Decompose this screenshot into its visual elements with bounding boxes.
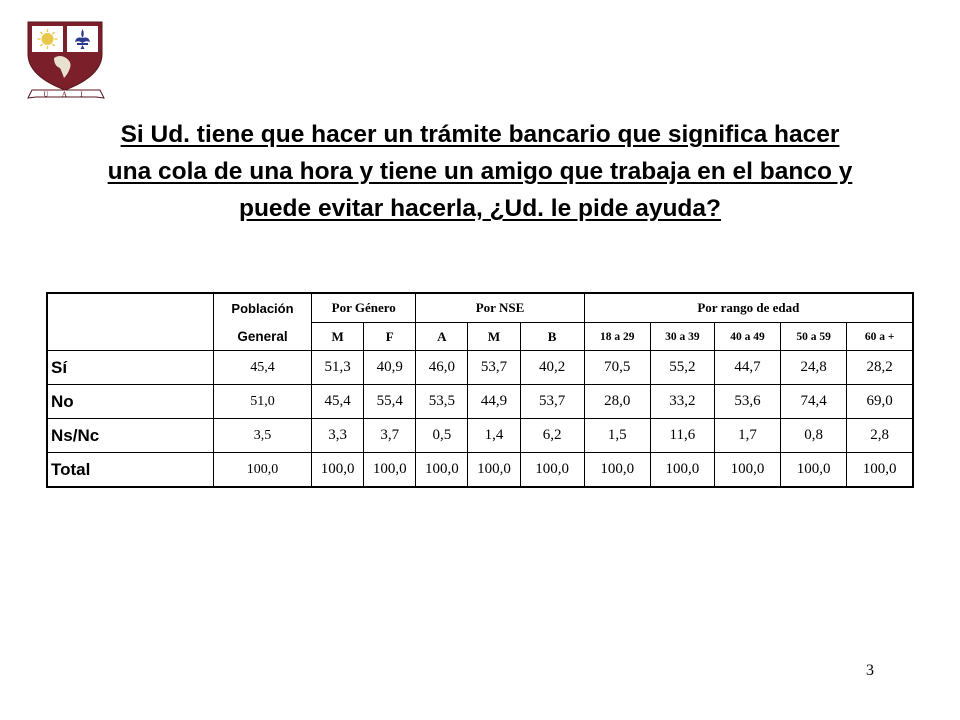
- table-cell: 1,4: [468, 419, 520, 453]
- header-edad-50-59: 50 a 59: [781, 323, 847, 351]
- header-edad-40-49: 40 a 49: [714, 323, 780, 351]
- table-cell: 28,2: [847, 351, 913, 385]
- table-cell: 70,5: [584, 351, 650, 385]
- table-corner-cell: [47, 293, 213, 351]
- header-genero-m: M: [312, 323, 364, 351]
- table-row: [47, 351, 913, 385]
- header-por-genero: Por Género: [312, 293, 416, 323]
- row-label: Sí: [47, 351, 213, 385]
- header-edad-30-39: 30 a 39: [650, 323, 714, 351]
- table-cell: 69,0: [847, 385, 913, 419]
- table-cell: 100,0: [650, 453, 714, 488]
- table-cell: 0,8: [781, 419, 847, 453]
- table-cell: 74,4: [781, 385, 847, 419]
- table-cell: 55,2: [650, 351, 714, 385]
- table-cell: 1,7: [714, 419, 780, 453]
- header-por-nse: Por NSE: [416, 293, 584, 323]
- table-cell: 100,0: [847, 453, 913, 488]
- table-cell: 100,0: [468, 453, 520, 488]
- table-cell: 53,6: [714, 385, 780, 419]
- table-cell: 24,8: [781, 351, 847, 385]
- table-cell: 11,6: [650, 419, 714, 453]
- survey-results-table: [46, 292, 914, 488]
- title-line-1: Si Ud. tiene que hacer un trámite bancario que significa hacer: [120, 121, 840, 148]
- table-cell: 51,3: [312, 351, 364, 385]
- header-general: General: [213, 323, 311, 351]
- table-row: [47, 385, 913, 419]
- table-row: [47, 419, 913, 453]
- header-nse-a: A: [416, 323, 468, 351]
- table-header-row-1: [47, 293, 913, 323]
- page-number: 3: [866, 662, 874, 679]
- header-poblacion: Población: [213, 293, 311, 323]
- table-row: [47, 453, 913, 488]
- table-cell: 2,8: [847, 419, 913, 453]
- header-nse-b: B: [520, 323, 584, 351]
- table-cell: 40,2: [520, 351, 584, 385]
- table-cell: 1,5: [584, 419, 650, 453]
- table-cell: 3,5: [213, 419, 311, 453]
- table-cell: 100,0: [781, 453, 847, 488]
- slide-title: [20, 116, 940, 227]
- row-label: Total: [47, 453, 213, 488]
- table-cell: 51,0: [213, 385, 311, 419]
- table-cell: 53,5: [416, 385, 468, 419]
- table-cell: 46,0: [416, 351, 468, 385]
- table-cell: 0,5: [416, 419, 468, 453]
- table-cell: 100,0: [364, 453, 416, 488]
- svg-text:U A I: U A I: [43, 90, 89, 99]
- row-label: No: [47, 385, 213, 419]
- row-label: Ns/Nc: [47, 419, 213, 453]
- table-cell: 53,7: [468, 351, 520, 385]
- table-cell: 44,9: [468, 385, 520, 419]
- table-cell: 100,0: [213, 453, 311, 488]
- table-cell: 28,0: [584, 385, 650, 419]
- title-line-2: una cola de una hora y tiene un amigo que trabaja en el banco y: [107, 158, 853, 185]
- table-cell: 53,7: [520, 385, 584, 419]
- table-cell: 3,3: [312, 419, 364, 453]
- table-cell: 100,0: [312, 453, 364, 488]
- table-cell: 6,2: [520, 419, 584, 453]
- table-cell: 55,4: [364, 385, 416, 419]
- table-cell: 44,7: [714, 351, 780, 385]
- header-por-rango-edad: Por rango de edad: [584, 293, 913, 323]
- table-cell: 45,4: [213, 351, 311, 385]
- table-cell: 100,0: [416, 453, 468, 488]
- table-cell: 40,9: [364, 351, 416, 385]
- table-cell: 45,4: [312, 385, 364, 419]
- table-cell: 3,7: [364, 419, 416, 453]
- table-cell: 100,0: [584, 453, 650, 488]
- title-line-3: puede evitar hacerla, ¿Ud. le pide ayuda?: [239, 195, 721, 222]
- table-cell: 100,0: [714, 453, 780, 488]
- table-cell: 33,2: [650, 385, 714, 419]
- header-edad-60-plus: 60 a +: [847, 323, 913, 351]
- header-genero-f: F: [364, 323, 416, 351]
- table-cell: 100,0: [520, 453, 584, 488]
- university-crest-icon: [24, 18, 108, 106]
- header-nse-m: M: [468, 323, 520, 351]
- header-edad-18-29: 18 a 29: [584, 323, 650, 351]
